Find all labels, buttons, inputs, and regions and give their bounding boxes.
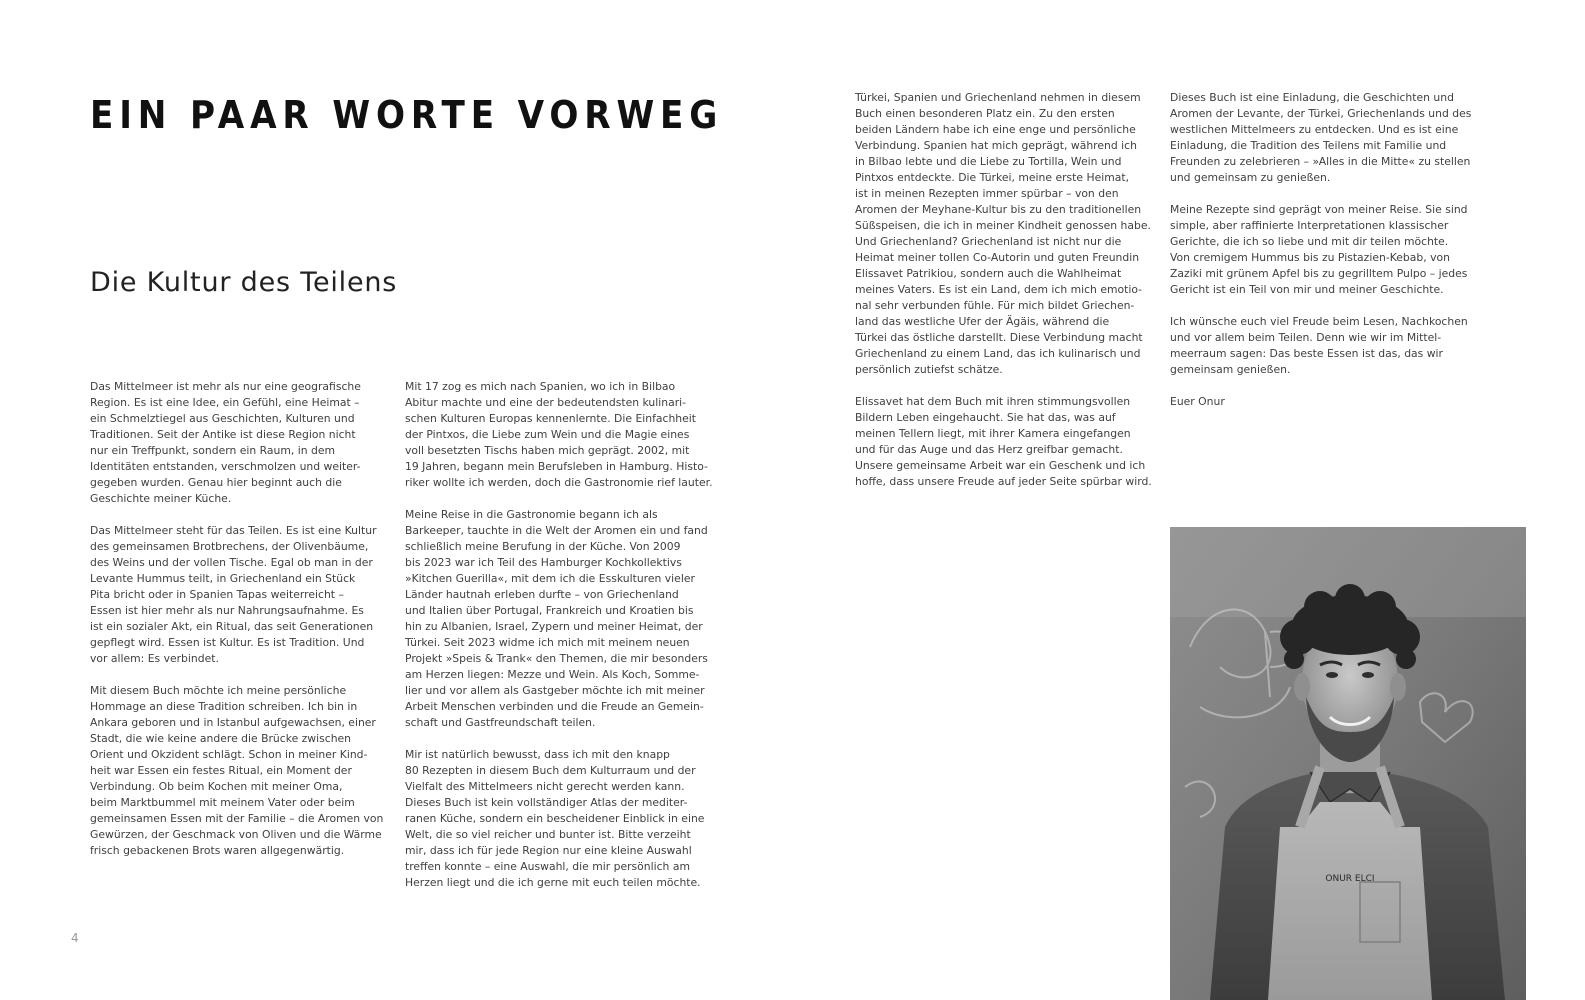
- text-line: in Bilbao lebte und die Liebe zu Tortilla, Wein und: [855, 155, 1122, 168]
- text-line: westlichen Mittelmeers zu entdecken. Und es ist eine: [1170, 123, 1459, 136]
- text-line: Ankara geboren und in Istanbul aufgewachsen, einer: [90, 716, 376, 729]
- text-line: Levante Hummus teilt, in Griechenland ein Stück: [90, 572, 356, 585]
- text-line: Arbeit Menschen verbinden und die Freude an Gemein-: [405, 700, 704, 713]
- text-line: land das westliche Ufer der Ägäis, während die: [855, 315, 1110, 328]
- text-line: heit war Essen ein festes Ritual, ein Moment der: [90, 764, 352, 777]
- text-line: 19 Jahren, begann mein Berufsleben in Hamburg. Histo-: [405, 460, 708, 473]
- text-line: Meine Reise in die Gastronomie begann ich als: [405, 508, 658, 521]
- paragraph: [90, 523, 383, 667]
- paragraph: [1170, 314, 1471, 378]
- text-line: beiden Ländern habe ich eine enge und persönliche: [855, 123, 1136, 136]
- text-line: Meine Rezepte sind geprägt von meiner Reise. Sie sind: [1170, 203, 1468, 216]
- text-line: Mir ist natürlich bewusst, dass ich mit den knapp: [405, 748, 670, 761]
- paragraph: [855, 90, 1152, 378]
- text-line: schaft und Gastfreundschaft teilen.: [405, 716, 596, 729]
- text-line: Bildern Leben eingehaucht. Sie hat das, was auf: [855, 411, 1116, 424]
- text-column-4: [1170, 90, 1471, 426]
- text-line: beim Marktbummel mit meinem Vater oder beim: [90, 796, 355, 809]
- paragraph: [90, 683, 383, 859]
- text-line: Traditionen. Seit der Antike ist diese Region nicht: [90, 428, 356, 441]
- text-line: schen Kulturen Europas kennenlernte. Die Einfachheit: [405, 412, 697, 425]
- text-line: meines Vaters. Es ist ein Land, dem ich mich emotio-: [855, 283, 1143, 296]
- text-line: ist in meinen Rezepten immer spürbar – von den: [855, 187, 1119, 200]
- text-line: hin zu Albanien, Israel, Zypern und meiner Heimat, der: [405, 620, 703, 633]
- text-line: gemeinsamen Essen mit der Familie – die Aromen von: [90, 812, 384, 825]
- text-line: Gewürzen, der Geschmack von Oliven und die Wärme: [90, 828, 382, 841]
- text-line: des gemeinsamen Brotbrechens, der Olivenbäume,: [90, 540, 369, 553]
- text-line: gemeinsam genießen.: [1170, 363, 1291, 376]
- text-line: und für das Auge und das Herz greifbar gemacht.: [855, 443, 1123, 456]
- portrait-photo: [1170, 527, 1526, 1000]
- text-line: Dieses Buch ist kein vollständiger Atlas der mediter-: [405, 796, 688, 809]
- paragraph: [1170, 394, 1471, 410]
- text-line: Das Mittelmeer ist mehr als nur eine geografische: [90, 380, 361, 393]
- text-line: Dieses Buch ist eine Einladung, die Geschichten und: [1170, 91, 1454, 104]
- text-line: Elissavet hat dem Buch mit ihren stimmungsvollen: [855, 395, 1131, 408]
- text-line: und gemeinsam zu genießen.: [1170, 171, 1331, 184]
- text-line: schließlich meine Berufung in der Küche. Von 2009: [405, 540, 681, 553]
- text-column-3: [855, 90, 1152, 506]
- text-line: persönlich zutiefst schätze.: [855, 363, 1003, 376]
- text-line: Zaziki mit grünem Apfel bis zu gegrilltem Pulpo – jedes: [1170, 267, 1468, 280]
- text-line: Heimat meiner tollen Co-Autorin und guten Freundin: [855, 251, 1140, 264]
- text-line: Verbindung. Ob beim Kochen mit meiner Oma,: [90, 780, 343, 793]
- text-line: 80 Rezepten in diesem Buch dem Kulturraum und der: [405, 764, 696, 777]
- text-line: Verbindung. Spanien hat mich geprägt, während ich: [855, 139, 1137, 152]
- text-line: Pintxos entdeckte. Die Türkei, meine erste Heimat,: [855, 171, 1130, 184]
- text-line: Pita bricht oder in Spanien Tapas weiterreicht –: [90, 588, 344, 601]
- text-line: und vor allem beim Teilen. Denn wie wir im Mittel-: [1170, 331, 1442, 344]
- text-line: Stadt, die wie keine andere die Brücke zwischen: [90, 732, 352, 745]
- text-line: meerraum sagen: Das beste Essen ist das, das wir: [1170, 347, 1444, 360]
- text-line: und Italien über Portugal, Frankreich und Kroatien bis: [405, 604, 694, 617]
- text-line: Abitur machte und eine der bedeutendsten kulinari-: [405, 396, 687, 409]
- text-line: Freunden zu zelebrieren – »Alles in die Mitte« zu stellen: [1170, 155, 1471, 168]
- text-line: simple, aber raffinierte Interpretationen klassischer: [1170, 219, 1449, 232]
- text-line: Barkeeper, tauchte in die Welt der Aromen ein und fand: [405, 524, 708, 537]
- text-line: Süßspeisen, die ich in meiner Kindheit genossen habe.: [855, 219, 1151, 232]
- text-line: Euer Onur: [1170, 395, 1225, 408]
- text-line: nur ein Treffpunkt, sondern ein Raum, in dem: [90, 444, 336, 457]
- section-heading: Die Kultur des Teilens: [90, 267, 398, 298]
- text-line: Gerichte, die ich so liebe und mit dir teilen möchte.: [1170, 235, 1449, 248]
- text-line: Region. Es ist eine Idee, ein Gefühl, eine Heimat –: [90, 396, 360, 409]
- text-line: nal sehr verbunden fühle. Für mich bildet Griechen-: [855, 299, 1135, 312]
- text-line: gepflegt wird. Essen ist Kultur. Es ist Tradition. Und: [90, 636, 365, 649]
- text-line: Von cremigem Hummus bis zu Pistazien-Kebab, von: [1170, 251, 1450, 264]
- text-line: frisch gebackenen Brots waren allgegenwärtig.: [90, 844, 345, 857]
- text-line: Elissavet Patrikiou, sondern auch die Wahlheimat: [855, 267, 1122, 280]
- text-line: voll besetzten Tischs haben mich geprägt. 2002, mit: [405, 444, 690, 457]
- text-column-1: [90, 379, 383, 875]
- text-line: Essen ist hier mehr als nur Nahrungsaufnahme. Es: [90, 604, 364, 617]
- text-line: Das Mittelmeer steht für das Teilen. Es ist eine Kultur: [90, 524, 377, 537]
- text-line: treffen konnte – eine Auswahl, die mir persönlich am: [405, 860, 690, 873]
- text-line: Projekt »Speis & Trank« den Themen, die mir besonders: [405, 652, 708, 665]
- text-line: Mit diesem Buch möchte ich meine persönliche: [90, 684, 347, 697]
- text-line: Vielfalt des Mittelmeers nicht gerecht werden kann.: [405, 780, 685, 793]
- text-line: vor allem: Es verbindet.: [90, 652, 219, 665]
- text-line: Länder hautnah erleben durfte – von Griechenland: [405, 588, 679, 601]
- text-line: ranen Küche, sondern ein bescheidener Einblick in eine: [405, 812, 705, 825]
- text-line: Hommage an diese Tradition schreiben. Ich bin in: [90, 700, 358, 713]
- text-line: Unsere gemeinsame Arbeit war ein Geschenk und ich: [855, 459, 1146, 472]
- text-line: Griechenland zu einem Land, das ich kulinarisch und: [855, 347, 1141, 360]
- text-line: Aromen der Levante, der Türkei, Griechenlands und des: [1170, 107, 1472, 120]
- text-line: gegeben wurden. Genau hier beginnt auch die: [90, 476, 342, 489]
- text-line: Türkei. Seit 2023 widme ich mich mit meinem neuen: [405, 636, 690, 649]
- text-line: Aromen der Meyhane-Kultur bis zu den traditionellen: [855, 203, 1142, 216]
- paragraph: [405, 747, 713, 891]
- text-line: Mit 17 zog es mich nach Spanien, wo ich in Bilbao: [405, 380, 676, 393]
- text-line: »Kitchen Guerilla«, mit dem ich die Esskulturen vieler: [405, 572, 695, 585]
- text-line: Einladung, die Tradition des Teilens mit Familie und: [1170, 139, 1447, 152]
- text-line: Geschichte meiner Küche.: [90, 492, 232, 505]
- text-line: Und Griechenland? Griechenland ist nicht nur die: [855, 235, 1122, 248]
- paragraph: [405, 507, 713, 731]
- text-line: am Herzen liegen: Mezze und Wein. Als Koch, Somme-: [405, 668, 700, 681]
- text-line: meinen Tellern liegt, mit ihrer Kamera eingefangen: [855, 427, 1131, 440]
- paragraph: [855, 394, 1152, 490]
- text-line: mir, dass ich für jede Region nur eine kleine Auswahl: [405, 844, 692, 857]
- text-line: Gericht ist ein Teil von mir und meiner Geschichte.: [1170, 283, 1444, 296]
- text-line: riker wollte ich werden, doch die Gastronomie rief lauter.: [405, 476, 713, 489]
- text-line: ist ein sozialer Akt, ein Ritual, das seit Generationen: [90, 620, 374, 633]
- text-line: Türkei, Spanien und Griechenland nehmen in diesem: [855, 91, 1141, 104]
- paragraph: [90, 379, 383, 507]
- text-column-2: [405, 379, 713, 907]
- paragraph: [1170, 202, 1471, 298]
- text-line: Orient und Okzident schlägt. Schon in meiner Kind-: [90, 748, 368, 761]
- paragraph: [405, 379, 713, 491]
- text-line: ein Schmelztiegel aus Geschichten, Kulturen und: [90, 412, 355, 425]
- text-line: hoffe, dass unsere Freude auf jeder Seite spürbar wird.: [855, 475, 1152, 488]
- text-line: des Weins und der vollen Tische. Egal ob man in der: [90, 556, 373, 569]
- page-number: 4: [71, 931, 79, 945]
- text-line: bis 2023 war ich Teil des Hamburger Kochkollektivs: [405, 556, 682, 569]
- paragraph: [1170, 90, 1471, 186]
- text-line: der Pintxos, die Liebe zum Wein und die Magie eines: [405, 428, 690, 441]
- text-line: Identitäten entstanden, verschmolzen und weiter-: [90, 460, 361, 473]
- text-line: Ich wünsche euch viel Freude beim Lesen, Nachkochen: [1170, 315, 1468, 328]
- text-line: Welt, die so viel reicher und bunter ist. Bitte verzeiht: [405, 828, 691, 841]
- text-line: Türkei das östliche darstellt. Diese Verbindung macht: [855, 331, 1143, 344]
- text-line: Herzen liegt und die ich gerne mit euch teilen möchte.: [405, 876, 701, 889]
- text-line: lier und vor allem als Gastgeber möchte ich mit meiner: [405, 684, 705, 697]
- apron-label: ONUR ELCI: [1325, 874, 1375, 884]
- text-line: Buch einen besonderen Platz ein. Zu den ersten: [855, 107, 1115, 120]
- page-title: EIN PAAR WORTE VORWEG: [90, 93, 724, 137]
- portrait-illustration: [1170, 527, 1526, 1000]
